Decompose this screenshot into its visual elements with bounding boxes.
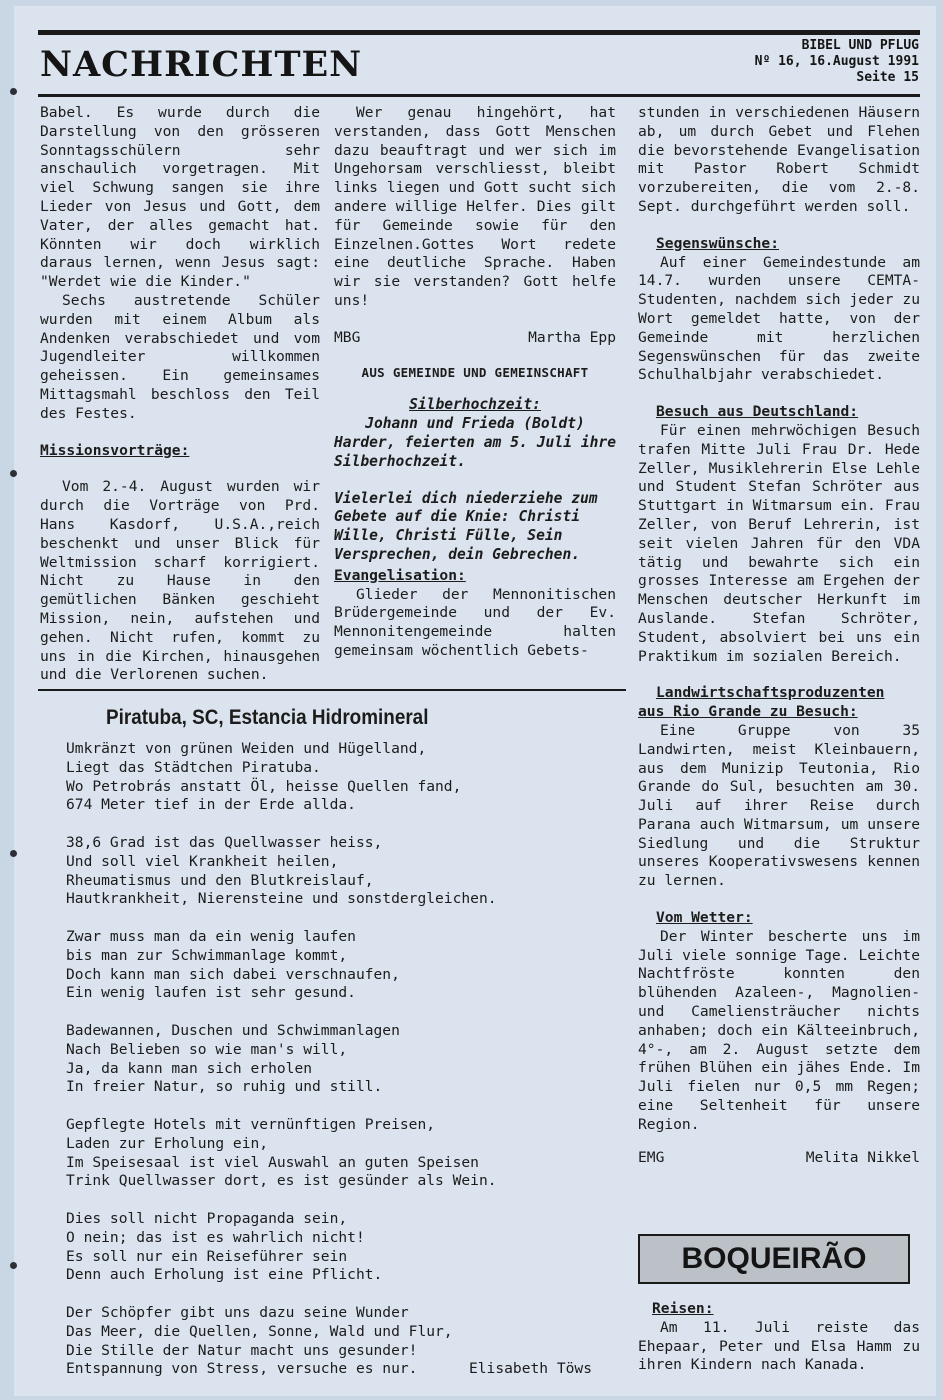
page-number: Seite 15 xyxy=(856,70,919,85)
landwirtschaft-heading-2: aus Rio Grande zu Besuch: xyxy=(638,703,858,721)
landwirtschaft-text: Eine Gruppe von 35 Landwirten, meist Kleinbauern, aus dem Munizip Teutonia, Rio Grande do Sul, besuchten am 30. Juli auf ihrer Reise durch Parana auch Witmarsum, um unsere Siedlung und die Struktur unseres Kooperativswesens kennen zu lernen. xyxy=(638,721,920,890)
segen-text: Auf einer Gemeindestunde am 14.7. wurden unsere CEMTA-Studenten, nachdem sich jeder zu Wort gemeldet hatte, von der Gemeinde mit herzlichen Segenswünschen für das zweite Schulhalbjahr verabschiedet. xyxy=(638,253,920,384)
section-heading: AUS GEMEINDE UND GEMEINSCHAFT xyxy=(361,364,589,380)
poem-stanza xyxy=(66,834,606,909)
reisen-heading: Reisen: xyxy=(652,1300,714,1317)
poem-stanza xyxy=(66,928,606,1003)
evangelisation-text: Glieder der Mennonitischen Brüdergemeinde und der Ev. Mennonitengemeinde halten gemeinsam wöchentlich Gebets- xyxy=(334,585,616,659)
binder-hole-upper xyxy=(10,470,17,477)
silber-text-names: Johann und Frieda (Boldt) xyxy=(365,415,585,433)
poem-line: Es soll nur ein Reiseführer sein xyxy=(66,1247,348,1265)
section-divider xyxy=(38,689,626,691)
poem-line: Trink Quellwasser dort, es ist gesünder als Wein. xyxy=(66,1172,497,1190)
poem-line: Und soll viel Krankheit heilen, xyxy=(66,852,339,870)
column-2 xyxy=(334,104,616,661)
binder-hole-top xyxy=(10,88,17,95)
poem-line: Zwar muss man da ein wenig laufen xyxy=(66,927,356,945)
poem-verse: Vielerlei dich niederziehe zum Gebete auf die Knie: Christi Wille, Christi Fülle, Sein Versprechen, dein Gebrechen. xyxy=(334,489,598,563)
poem-stanza xyxy=(66,1116,606,1191)
signature-author: Melita Nikkel xyxy=(805,1148,920,1166)
poem-line: Wo Petrobrás anstatt Öl, heisse Quellen fand, xyxy=(66,777,462,795)
poem-line: Die Stille der Natur macht uns gesunder! xyxy=(66,1341,418,1359)
poem-line: Entspannung von Stress, versuche es nur. xyxy=(66,1360,418,1378)
poem-line: Laden zur Erholung ein, xyxy=(66,1134,269,1152)
article-paragraph: Babel. Es wurde durch die Darstellung von den grösseren Sonntagsschülern sehr anschaulich vorgetragen. Mit viel Schwung sangen sie ihre Lieder von Jesus und Gott, dem Vater, der alles gemacht hat. Könnten wir doch wirklich daraus lernen, wenn Jesus sagt: "Werdet wie die Kinder." xyxy=(40,104,320,291)
poem-line: Ein wenig laufen ist sehr gesund. xyxy=(66,984,356,1002)
binder-hole-bottom xyxy=(10,1262,17,1269)
signature-org: EMG xyxy=(638,1148,665,1166)
poem-line: Doch kann man sich dabei verschnaufen, xyxy=(66,965,400,983)
besuch-text: Für einen mehrwöchigen Besuch trafen Mitte Juli Frau Dr. Hede Zeller, Musiklehrerin Else Lehle und Student Stefan Schröter aus Stuttgart in Witmarsum ein. Frau Zeller, von Beruf Lehrerin, ist seit vielen Jahren für den VDA tätig und bewahrte sich ein grosses Interesse am Ergehen der Menschen deutscher Herkunft im Auslande. Stefan Schröter, Student, absolviert bei uns ein Praktikum im sozialen Bereich. xyxy=(638,421,920,665)
boqueirao-banner: BOQUEIRÃO xyxy=(638,1234,910,1284)
poem-line: Denn auch Erholung ist eine Pflicht. xyxy=(66,1266,383,1284)
poem-line: Der Schöpfer gibt uns dazu seine Wunder xyxy=(66,1303,409,1321)
poem-stanza xyxy=(66,1304,606,1379)
reisen-text: Am 11. Juli reiste das Ehepaar, Peter und Elsa Hamm zu ihren Kindern nach Kanada. xyxy=(638,1318,920,1374)
poem-line: Dies soll nicht Propaganda sein, xyxy=(66,1209,348,1227)
evangelisation-heading: Evangelisation: xyxy=(334,566,466,584)
binder-hole-middle xyxy=(10,850,17,857)
silber-text: Harder, feierten am 5. Juli ihre Silberhochzeit. xyxy=(334,433,616,470)
column-1 xyxy=(40,104,320,685)
poem-line: 674 Meter tief in der Erde allda. xyxy=(66,796,356,814)
poem-stanza xyxy=(66,1022,606,1097)
header-rule xyxy=(38,94,920,97)
silber-heading: Silberhochzeit: xyxy=(409,396,541,414)
landwirtschaft-heading: Landwirtschaftsproduzenten xyxy=(656,684,885,702)
article-paragraph: Sechs austretende Schüler wurden mit einem Album als Andenken verabschiedet und vom Jugendleiter willkommen geheissen. Ein gemeinsames Mittagsmahl beschloss den Teil des Festes. xyxy=(40,291,320,422)
issue-info xyxy=(755,38,919,86)
missions-text: Vom 2.-4. August wurden wir durch die Vorträge von Prd. Hans Kasdorf, U.S.A.,reich beschenkt und unser Blick für Weltmission scharf korrigiert. Nicht zu Hause in den gemütlichen Bänken geschieht Mission, nein, aufstehen und gehen. Nicht rufen, kommt zu uns in die Kirchen, hinausgehen und die Verlorenen suchen. xyxy=(40,478,320,684)
poem-line: Liegt das Städtchen Piratuba. xyxy=(66,758,321,776)
poem-stanza xyxy=(66,1210,606,1285)
poem-line: O nein; das ist es wahrlich nicht! xyxy=(66,1228,365,1246)
publication-name: BIBEL UND PFLUG xyxy=(801,38,919,53)
wetter-heading: Vom Wetter: xyxy=(656,909,753,927)
poem-line: Gepflegte Hotels mit vernünftigen Preisen, xyxy=(66,1115,436,1133)
poem-line: Ja, da kann man sich erholen xyxy=(66,1059,313,1077)
poem-line: 38,6 Grad ist das Quellwasser heiss, xyxy=(66,833,383,851)
poem-author: Elisabeth Töws xyxy=(468,1360,592,1378)
poem-line: Im Speisesaal ist viel Auswahl an guten Speisen xyxy=(66,1153,479,1171)
besuch-heading: Besuch aus Deutschland: xyxy=(656,403,859,421)
poem-line: Hautkrankheit, Nierensteine und sonstdergleichen. xyxy=(66,890,497,908)
signature-author: Martha Epp xyxy=(528,328,616,346)
poem-line: bis man zur Schwimmanlage kommt, xyxy=(66,946,348,964)
poem-title: Piratuba, SC, Estancia Hidromineral xyxy=(106,706,429,729)
evangelisation-continued: stunden in verschiedenen Häusern ab, um durch Gebet und Flehen die bevorstehende Evangelisation mit Pastor Robert Schmidt vorzubereiten, die vom 2.-8. Sept. durchgeführt werden soll. xyxy=(638,104,920,215)
poem-line: Rheumatismus und den Blutkreislauf, xyxy=(66,871,374,889)
poem-line: Badewannen, Duschen und Schwimmanlagen xyxy=(66,1021,400,1039)
segen-heading: Segenswünsche: xyxy=(656,234,780,252)
signature-line xyxy=(334,329,616,348)
issue-number: Nº 16, 16.August 1991 xyxy=(754,54,919,69)
column-3 xyxy=(638,104,920,1167)
top-rule xyxy=(38,30,920,35)
poem-line: Das Meer, die Quellen, Sonne, Wald und Flur, xyxy=(66,1322,453,1340)
poem-stanza xyxy=(66,740,606,815)
poem-line: Nach Belieben so wie man's will, xyxy=(66,1040,348,1058)
section-title: NACHRICHTEN xyxy=(40,44,363,85)
article-paragraph: Wer genau hingehört, hat verstanden, dass Gott Menschen dazu beauftragt und wer sich im Ungehorsam verschliesst, bleibt links liegen und Gott sucht sich andere willige Helfer. Dies gilt für Gemeinde sowie für den Einzelnen.Gottes Wort redete eine deutliche Sprache. Haben wir sie verstanden? Gott helfe uns! xyxy=(334,104,616,309)
signature-org: MBG xyxy=(334,328,361,346)
signature-line xyxy=(638,1149,920,1168)
missions-heading: Missionsvorträge: xyxy=(40,441,190,459)
poem xyxy=(66,740,606,1379)
poem-line: Umkränzt von grünen Weiden und Hügelland, xyxy=(66,740,427,757)
column-3-bottom xyxy=(638,1300,920,1375)
wetter-text: Der Winter bescherte uns im Juli viele sonnige Tage. Leichte Nachtfröste konnten den blühenden Azaleen-, Magnolien- und Cameliensträucher nichts anhaben; doch ein Kälteeinbruch, 4°-, am 2. August setzte dem frühen Blühen ein jähes Ende. Im Juli fielen nur 0,5 mm Regen; eine Seltenheit für unsere Region. xyxy=(638,927,920,1133)
poem-line: In freier Natur, so ruhig und still. xyxy=(66,1078,383,1096)
